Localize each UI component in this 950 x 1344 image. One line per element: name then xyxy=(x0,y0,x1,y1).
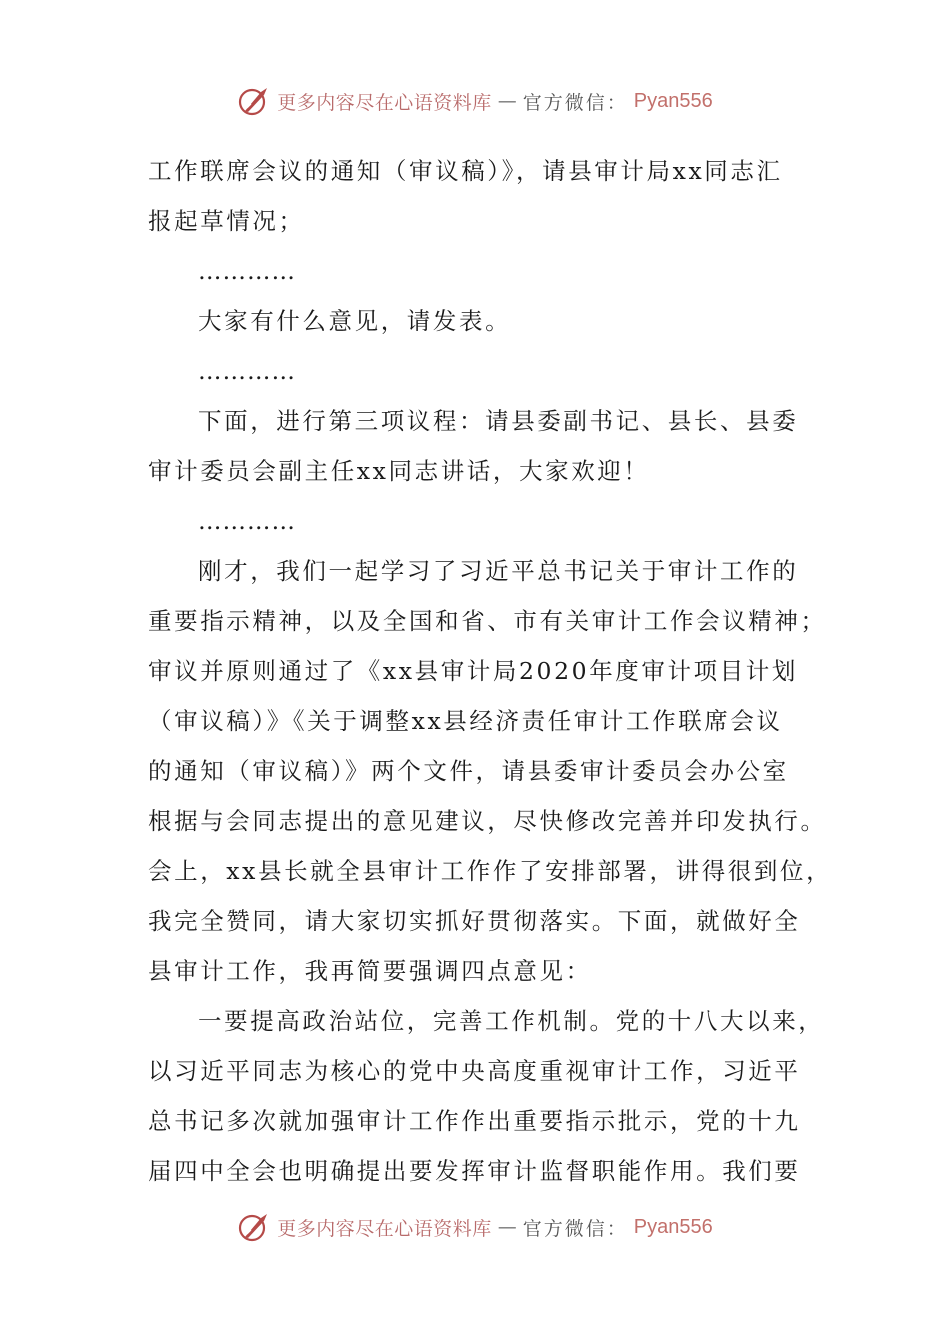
watermark-dash: — xyxy=(497,90,517,112)
text-line: （审议稿）》《关于调整xx县经济责任审计工作联席会议 xyxy=(148,707,783,735)
watermark-label: 官方微信： xyxy=(522,91,628,114)
watermark-label: 官方微信： xyxy=(522,1217,628,1240)
text-line: 总书记多次就加强审计工作作出重要指示批示，党的十九 xyxy=(148,1107,801,1135)
footer-watermark xyxy=(0,1210,950,1244)
text-line: 重要指示精神，以及全国和省、市有关审计工作会议精神； xyxy=(148,607,827,635)
watermark-text: 更多内容尽在心语资料库 xyxy=(277,1217,492,1240)
text-line: 审议并原则通过了《xx县审计局2020年度审计项目计划 xyxy=(148,657,799,685)
text-line: 大家有什么意见，请发表。 xyxy=(198,307,512,335)
text-line: 我完全赞同，请大家切实抓好贯彻落实。下面，就做好全 xyxy=(148,907,801,935)
text-line: 审计委员会副主任xx同志讲话，大家欢迎！ xyxy=(148,457,650,485)
text-line: 根据与会同志提出的意见建议，尽快修改完善并印发执行。 xyxy=(148,807,827,835)
text-line: 的通知（审议稿）》两个文件，请县委审计委员会办公室 xyxy=(148,757,789,785)
header-watermark xyxy=(0,84,950,118)
document-body xyxy=(148,146,833,1196)
text-line: 下面，进行第三项议程：请县委副书记、县长、县委 xyxy=(198,407,799,435)
text-line: 刚才，我们一起学习了习近平总书记关于审计工作的 xyxy=(198,557,799,585)
text-line: ………… xyxy=(198,357,296,385)
quill-pen-logo-icon xyxy=(237,84,271,118)
text-line: 报起草情况； xyxy=(148,207,305,235)
text-line: 工作联席会议的通知（审议稿）》，请县审计局xx同志汇 xyxy=(148,157,783,185)
text-line: 以习近平同志为核心的党中央高度重视审计工作，习近平 xyxy=(148,1057,801,1085)
text-line: ………… xyxy=(198,507,296,535)
text-line: ………… xyxy=(198,257,296,285)
text-line: 届四中全会也明确提出要发挥审计监督职能作用。我们要 xyxy=(148,1157,801,1185)
watermark-text: 更多内容尽在心语资料库 xyxy=(277,91,492,114)
text-line: 县审计工作，我再简要强调四点意见： xyxy=(148,957,592,985)
watermark-wechat-id: Pyan556 xyxy=(633,89,713,112)
text-line: 会上，xx县长就全县审计工作作了安排部署，讲得很到位， xyxy=(148,857,833,885)
watermark-dash: — xyxy=(497,1216,517,1238)
watermark-wechat-id: Pyan556 xyxy=(633,1215,713,1238)
quill-pen-logo-icon xyxy=(237,1210,271,1244)
text-line: 一要提高政治站位，完善工作机制。党的十八大以来， xyxy=(198,1007,825,1035)
